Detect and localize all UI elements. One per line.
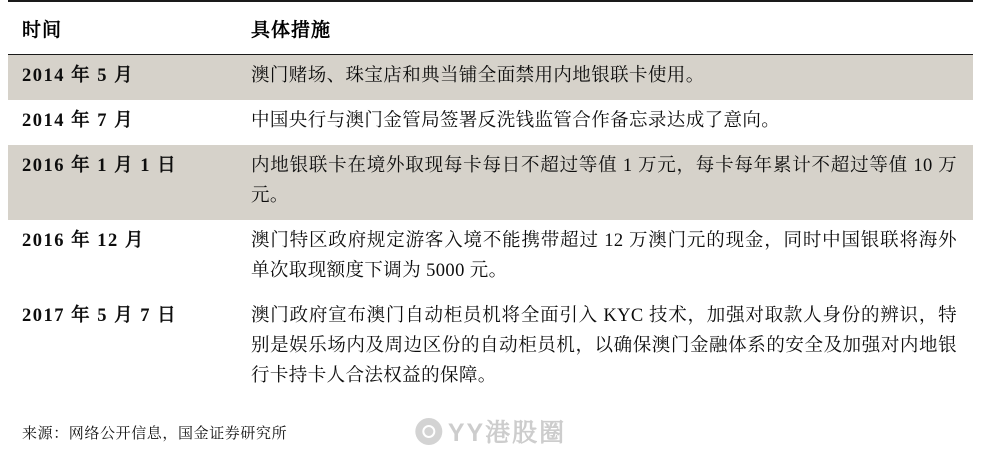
table-header-row bbox=[8, 1, 973, 55]
column-header-measure: 具体措施 bbox=[241, 1, 973, 55]
cell-time: 2014 年 5 月 bbox=[8, 55, 241, 100]
watermark-label: YY港股圈 bbox=[447, 419, 567, 447]
watermark bbox=[415, 413, 566, 449]
cell-time: 2016 年 12 月 bbox=[8, 220, 241, 295]
table-row bbox=[8, 295, 973, 400]
table-row bbox=[8, 220, 973, 295]
cell-time: 2014 年 7 月 bbox=[8, 100, 241, 145]
cell-measure: 中国央行与澳门金管局签署反洗钱监管合作备忘录达成了意向。 bbox=[241, 100, 973, 145]
cell-measure: 内地银联卡在境外取现每卡每日不超过等值 1 万元，每卡每年累计不超过等值 10 万元。 bbox=[241, 145, 973, 220]
table-row bbox=[8, 100, 973, 145]
cell-measure: 澳门赌场、珠宝店和典当铺全面禁用内地银联卡使用。 bbox=[241, 55, 973, 100]
source-note: 来源：网络公开信息，国金证券研究所 bbox=[22, 426, 288, 442]
cell-measure: 澳门政府宣布澳门自动柜员机将全面引入 KYC 技术，加强对取款人身份的辨识，特别是娱乐场内及周边区份的自动柜员机，以确保澳门金融体系的安全及加强对内地银行卡持卡人合法权益的保障。 bbox=[241, 295, 973, 400]
policy-table bbox=[8, 0, 973, 400]
table-row bbox=[8, 55, 973, 100]
watermark-logo-icon bbox=[415, 418, 442, 445]
cell-time: 2017 年 5 月 7 日 bbox=[8, 295, 241, 400]
table-row bbox=[8, 145, 973, 220]
cell-time: 2016 年 1 月 1 日 bbox=[8, 145, 241, 220]
column-header-time: 时间 bbox=[8, 1, 241, 55]
policy-table-wrapper bbox=[8, 0, 973, 400]
cell-measure: 澳门特区政府规定游客入境不能携带超过 12 万澳门元的现金，同时中国银联将海外单次取现额度下调为 5000 元。 bbox=[241, 220, 973, 295]
